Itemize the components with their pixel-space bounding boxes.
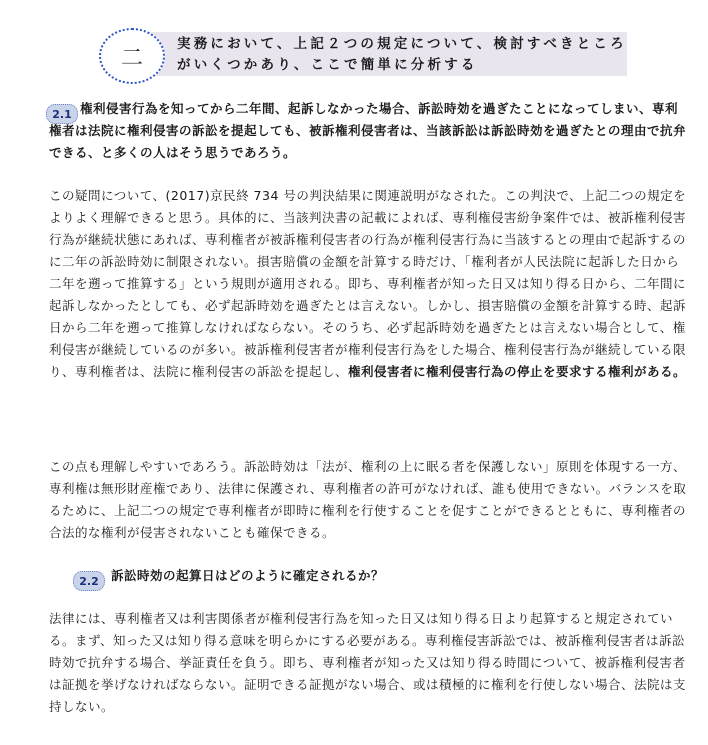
subsection-question-2-2: 訴訟時効の起算日はどのように確定されるか？ [111,568,385,583]
subsection-question-2-1-text: 権利侵害行為を知ってから二年間、起訴しなかった場合、訴訟時効を過ぎたことになってしまい、専利権者は法院に権利侵害の訴訟を提起しても、被訴権利侵害者は、当該訴訟は訴訟時効を過ぎたとの理由で抗弁できる、と多くの人はそう思うであろう。 [49,101,687,160]
paragraph-judgment [49,185,689,383]
subsection-badge-2-2: 2.2 [73,571,105,591]
subsection-question-2-1 [49,98,689,164]
paragraph-balance-text: この点も理解しやすいであろう。訴訟時効は「法が、権利の上に眠る者を保護しない」原則を体現する一方、専利権は無形財産権であり、法律に保護され、専利権者の許可がなければ、誰も使用できない。バランスを取るために、上記二つの規定で専利権者が即時に権利を行使することを促すことができるとともに、専利権者の合法的な権利が侵害されないことも確保できる。 [49,459,687,540]
paragraph-judgment-text: この疑問について、(2017)京民終 734 号の判決結果に関連説明がなされた。この判決で、上記二つの規定をよりよく理解できると思う。具体的に、当該判決書の記載によれば、専利権侵害紛争案件では、被訴権利侵害行為が継続状態にあれば、専利権者が被訴権利侵害者の行為が権利侵害行為に当該するとの理由で起訴するのに二年の訴訟時効に制限されない。損害賠償の金額を計算する時だけ、「権利者が人民法院に起訴した日から二年を遡って推算する」という規則が適用される。即ち、専利権者が知った日又は知り得る日から、二年間に起訴しなかったとしても、必ず起訴時効を過ぎたとは言えない。しかし、損害賠償の金額を計算する時、起訴日から二年を遡って推算しなければならない。そのうち、必ず起訴時効を過ぎたとは言えない場合として、権利侵害が継続しているのが多い。被訴権利侵害者が権利侵害行為をした場合、権利侵害行為が継続している限り、専利権者は、法院に権利侵害の訴訟を提起し、 [49,188,687,379]
subsection-badge-2-1: 2.1 [46,104,78,124]
paragraph-judgment-bold: 権利侵害者に権利侵害行為の停止を要求する権利がある。 [348,364,687,379]
section-number-badge: 二 [99,28,165,84]
paragraph-start-date [49,608,689,718]
section-title: 実務において、上記２つの規定について、検討すべきところがいくつかあり、ここで簡単に分析する [177,36,627,73]
paragraph-balance [49,456,689,544]
section-header [99,24,629,86]
paragraph-start-date-text: 法律には、専利権者又は利害関係者が権利侵害行為を知った日又は知り得る日より起算すると規定されている。まず、知った又は知り得る意味を明らかにする必要がある。専利権侵害訴訟では、被訴権利侵害者は訴訟時効で抗弁する場合、挙証責任を負う。即ち、専利権者が知った又は知り得る時間について、被訴権利侵害者は証拠を挙げなければならない。証明できる証拠がない場合、或は積極的に権利を行使しない場合、法院は支持しない。 [49,611,687,714]
